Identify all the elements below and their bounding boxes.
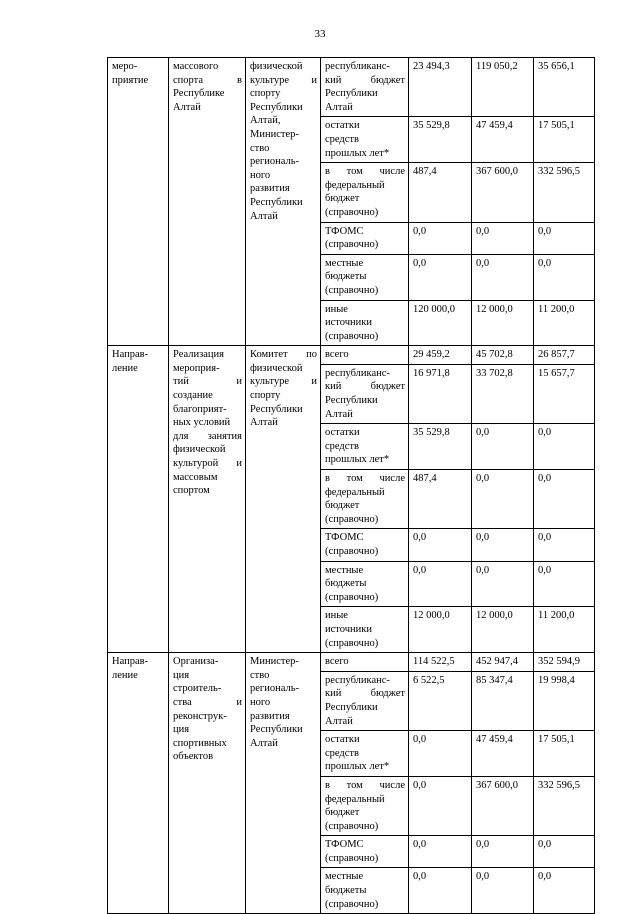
funding-source-line: кий бюджет: [325, 688, 405, 700]
funding-source-line: (справочно): [325, 637, 379, 649]
executor-line: спорту: [250, 390, 281, 402]
funding-source-line: (справочно): [325, 330, 379, 342]
funding-source-line: ТФОМС: [325, 839, 364, 851]
amount-cell: 367 600,0: [472, 163, 534, 222]
amount-cell: 15 657,7: [534, 364, 595, 423]
amount-cell: 47 459,4: [472, 117, 534, 163]
item-type-line: ление: [112, 362, 138, 374]
page-number: 33: [314, 28, 326, 40]
funding-source-line: республиканс-: [325, 61, 390, 72]
funding-source-cell: [321, 254, 409, 300]
item-name-cell: [169, 58, 246, 346]
item-name-line: реконструк-: [173, 710, 227, 722]
executor-line: Республики: [250, 101, 303, 113]
funding-source-line: прошлых лет*: [325, 454, 390, 466]
amount-cell: 0,0: [472, 222, 534, 254]
funding-source-line: федеральный: [325, 486, 385, 498]
amount-cell: 0,0: [534, 470, 595, 529]
funding-source-line: республиканс-: [325, 367, 390, 379]
item-name-line: спорта в: [173, 74, 242, 86]
funding-source-line: иные: [325, 610, 348, 622]
executor-line: ство: [250, 142, 270, 154]
amount-cell: 0,0: [409, 222, 472, 254]
executor-line: ного: [250, 169, 271, 181]
executor-cell: [246, 346, 321, 653]
funding-source-line: источники: [325, 623, 372, 635]
item-name-line: мероприя-: [173, 362, 220, 374]
executor-line: Алтай: [250, 417, 278, 429]
executor-line: культуре и: [250, 376, 317, 388]
funding-source-line: Республики: [325, 701, 378, 713]
executor-line: Республики: [250, 403, 303, 415]
item-type-line: меро-: [112, 61, 138, 72]
funding-source-line: Алтай: [325, 101, 353, 113]
amount-cell: 12 000,0: [472, 607, 534, 653]
funding-source-line: республиканс-: [325, 674, 390, 686]
amount-cell: 0,0: [534, 836, 595, 868]
item-name-line: Республике: [173, 88, 225, 100]
amount-cell: 26 857,7: [534, 346, 595, 365]
funding-source-line: кий бюджет: [325, 74, 405, 86]
executor-line: Алтай: [250, 737, 278, 749]
funding-source-cell: [321, 424, 409, 470]
funding-source-cell: [321, 653, 409, 672]
executor-line: региональ-: [250, 683, 299, 695]
funding-source-line: (справочно): [325, 546, 379, 557]
amount-cell: 85 347,4: [472, 671, 534, 730]
item-name-line: Реализация: [173, 349, 224, 361]
executor-cell: [246, 653, 321, 914]
amount-cell: 17 505,1: [534, 731, 595, 777]
item-name-cell: [169, 346, 246, 653]
funding-source-cell: [321, 776, 409, 835]
executor-line: ного: [250, 696, 271, 708]
amount-cell: 0,0: [472, 424, 534, 470]
executor-line: Комитет по: [250, 349, 317, 361]
amount-cell: 12 000,0: [409, 607, 472, 653]
executor-line: физической: [250, 362, 303, 374]
item-type-cell: [108, 346, 169, 653]
item-name-line: Алтай: [173, 101, 201, 113]
item-name-line: благоприят-: [173, 403, 227, 415]
amount-cell: 0,0: [409, 776, 472, 835]
item-type-line: приятие: [112, 74, 149, 86]
funding-source-line: бюджеты: [325, 885, 367, 897]
funding-source-line: местные: [325, 564, 364, 576]
item-name-line: тий и: [173, 376, 242, 388]
item-name-line: ция: [173, 669, 190, 681]
amount-cell: 114 522,5: [409, 653, 472, 672]
item-name-line: физической: [173, 444, 226, 456]
amount-cell: 33 702,8: [472, 364, 534, 423]
funding-source-line: бюджет: [325, 807, 360, 819]
item-type-cell: [108, 58, 169, 346]
funding-source-line: бюджет: [325, 500, 360, 512]
item-name-line: ция: [173, 724, 190, 736]
funding-source-line: прошлых лет*: [325, 761, 390, 773]
funding-source-line: бюджеты: [325, 271, 367, 283]
funding-source-line: (справочно): [325, 852, 379, 864]
funding-source-line: всего: [325, 656, 349, 668]
amount-cell: 11 200,0: [534, 607, 595, 653]
table-body: [108, 58, 595, 914]
amount-cell: 0,0: [409, 529, 472, 561]
funding-source-line: (справочно): [325, 513, 379, 525]
amount-cell: 332 596,5: [534, 163, 595, 222]
executor-cell: [246, 58, 321, 346]
funding-source-line: остатки: [325, 427, 360, 439]
amount-cell: 0,0: [409, 254, 472, 300]
amount-cell: 0,0: [472, 561, 534, 607]
funding-source-line: ТФОМС: [325, 532, 364, 544]
funding-source-line: бюджеты: [325, 578, 367, 590]
funding-source-line: остатки: [325, 734, 360, 746]
amount-cell: 332 596,5: [534, 776, 595, 835]
amount-cell: 0,0: [534, 529, 595, 561]
amount-cell: 47 459,4: [472, 731, 534, 777]
funding-source-line: Алтай: [325, 408, 353, 420]
executor-line: спорту: [250, 88, 281, 100]
amount-cell: 0,0: [409, 868, 472, 914]
funding-source-line: местные: [325, 871, 364, 883]
amount-cell: 0,0: [534, 222, 595, 254]
funding-source-line: источники: [325, 317, 372, 329]
amount-cell: 452 947,4: [472, 653, 534, 672]
funding-source-line: (справочно): [325, 206, 379, 218]
amount-cell: 0,0: [534, 424, 595, 470]
amount-cell: 16 971,8: [409, 364, 472, 423]
funding-source-cell: [321, 364, 409, 423]
amount-cell: 0,0: [409, 836, 472, 868]
funding-source-line: (справочно): [325, 820, 379, 832]
table-row: [108, 346, 595, 365]
executor-line: Республики: [250, 196, 303, 208]
item-name-line: Организа-: [173, 656, 219, 668]
funding-source-line: ТФОМС: [325, 225, 364, 237]
item-name-line: спортивных: [173, 737, 227, 749]
executor-line: физической: [250, 61, 303, 72]
funding-source-cell: [321, 222, 409, 254]
amount-cell: 23 494,3: [409, 58, 472, 117]
funding-source-cell: [321, 117, 409, 163]
item-name-line: объектов: [173, 751, 214, 763]
amount-cell: 11 200,0: [534, 300, 595, 346]
funding-source-cell: [321, 163, 409, 222]
amount-cell: 17 505,1: [534, 117, 595, 163]
amount-cell: 35 656,1: [534, 58, 595, 117]
funding-source-cell: [321, 561, 409, 607]
item-name-cell: [169, 653, 246, 914]
funding-source-line: средств: [325, 133, 359, 145]
executor-line: Алтай,: [250, 115, 281, 127]
executor-line: региональ-: [250, 156, 299, 168]
funding-source-line: (справочно): [325, 898, 379, 910]
item-name-line: массового: [173, 61, 219, 72]
funding-source-line: кий бюджет: [325, 381, 405, 393]
amount-cell: 0,0: [472, 868, 534, 914]
funding-source-line: (справочно): [325, 284, 379, 296]
amount-cell: 35 529,8: [409, 117, 472, 163]
amount-cell: 29 459,2: [409, 346, 472, 365]
amount-cell: 367 600,0: [472, 776, 534, 835]
funding-source-line: федеральный: [325, 179, 385, 191]
funding-source-line: бюджет: [325, 193, 360, 205]
item-name-line: для занятия: [173, 430, 242, 442]
item-name-line: создание: [173, 390, 213, 402]
executor-line: развития: [250, 710, 290, 722]
amount-cell: 35 529,8: [409, 424, 472, 470]
funding-source-line: остатки: [325, 120, 360, 132]
funding-source-cell: [321, 671, 409, 730]
amount-cell: 0,0: [534, 254, 595, 300]
amount-cell: 487,4: [409, 163, 472, 222]
funding-source-cell: [321, 529, 409, 561]
funding-source-line: иные: [325, 303, 348, 315]
executor-line: Министер-: [250, 128, 299, 140]
item-type-line: Направ-: [112, 656, 149, 668]
executor-line: Республики: [250, 724, 303, 736]
table-row: [108, 58, 595, 117]
item-name-line: культурой и: [173, 458, 242, 470]
budget-table: [107, 57, 595, 914]
item-name-line: ства и: [173, 696, 242, 708]
amount-cell: 487,4: [409, 470, 472, 529]
funding-source-line: Алтай: [325, 715, 353, 727]
item-name-line: массовым: [173, 471, 218, 483]
amount-cell: 0,0: [534, 868, 595, 914]
executor-line: культуре и: [250, 74, 317, 86]
amount-cell: 0,0: [472, 529, 534, 561]
item-type-line: ление: [112, 669, 138, 681]
amount-cell: 12 000,0: [472, 300, 534, 346]
funding-source-line: федеральный: [325, 793, 385, 805]
item-name-line: строитель-: [173, 683, 222, 695]
amount-cell: 6 522,5: [409, 671, 472, 730]
amount-cell: 0,0: [409, 561, 472, 607]
item-name-line: ных условий: [173, 417, 231, 429]
funding-source-line: Республики: [325, 395, 378, 407]
funding-source-line: средств: [325, 747, 359, 759]
funding-source-line: средств: [325, 440, 359, 452]
amount-cell: 45 702,8: [472, 346, 534, 365]
amount-cell: 352 594,9: [534, 653, 595, 672]
funding-source-line: Республики: [325, 88, 378, 100]
executor-line: ство: [250, 669, 270, 681]
funding-source-line: прошлых лет*: [325, 147, 390, 159]
funding-source-cell: [321, 346, 409, 365]
executor-line: Алтай: [250, 210, 278, 222]
funding-source-line: в том числе: [325, 473, 405, 485]
funding-source-line: (справочно): [325, 591, 379, 603]
amount-cell: 0,0: [534, 561, 595, 607]
funding-source-cell: [321, 58, 409, 117]
funding-source-cell: [321, 836, 409, 868]
item-type-cell: [108, 653, 169, 914]
funding-source-line: (справочно): [325, 239, 379, 251]
executor-line: Министер-: [250, 656, 299, 668]
funding-source-cell: [321, 731, 409, 777]
table-row: [108, 653, 595, 672]
funding-source-cell: [321, 868, 409, 914]
funding-source-line: местные: [325, 257, 364, 269]
amount-cell: 0,0: [472, 254, 534, 300]
amount-cell: 0,0: [409, 731, 472, 777]
funding-source-line: всего: [325, 349, 349, 361]
funding-source-cell: [321, 607, 409, 653]
executor-line: развития: [250, 183, 290, 195]
amount-cell: 0,0: [472, 836, 534, 868]
funding-source-line: в том числе: [325, 166, 405, 178]
funding-source-cell: [321, 470, 409, 529]
amount-cell: 119 050,2: [472, 58, 534, 117]
amount-cell: 0,0: [472, 470, 534, 529]
funding-source-line: в том числе: [325, 779, 405, 791]
amount-cell: 120 000,0: [409, 300, 472, 346]
amount-cell: 19 998,4: [534, 671, 595, 730]
funding-source-cell: [321, 300, 409, 346]
item-name-line: спортом: [173, 485, 210, 497]
item-type-line: Направ-: [112, 349, 149, 361]
